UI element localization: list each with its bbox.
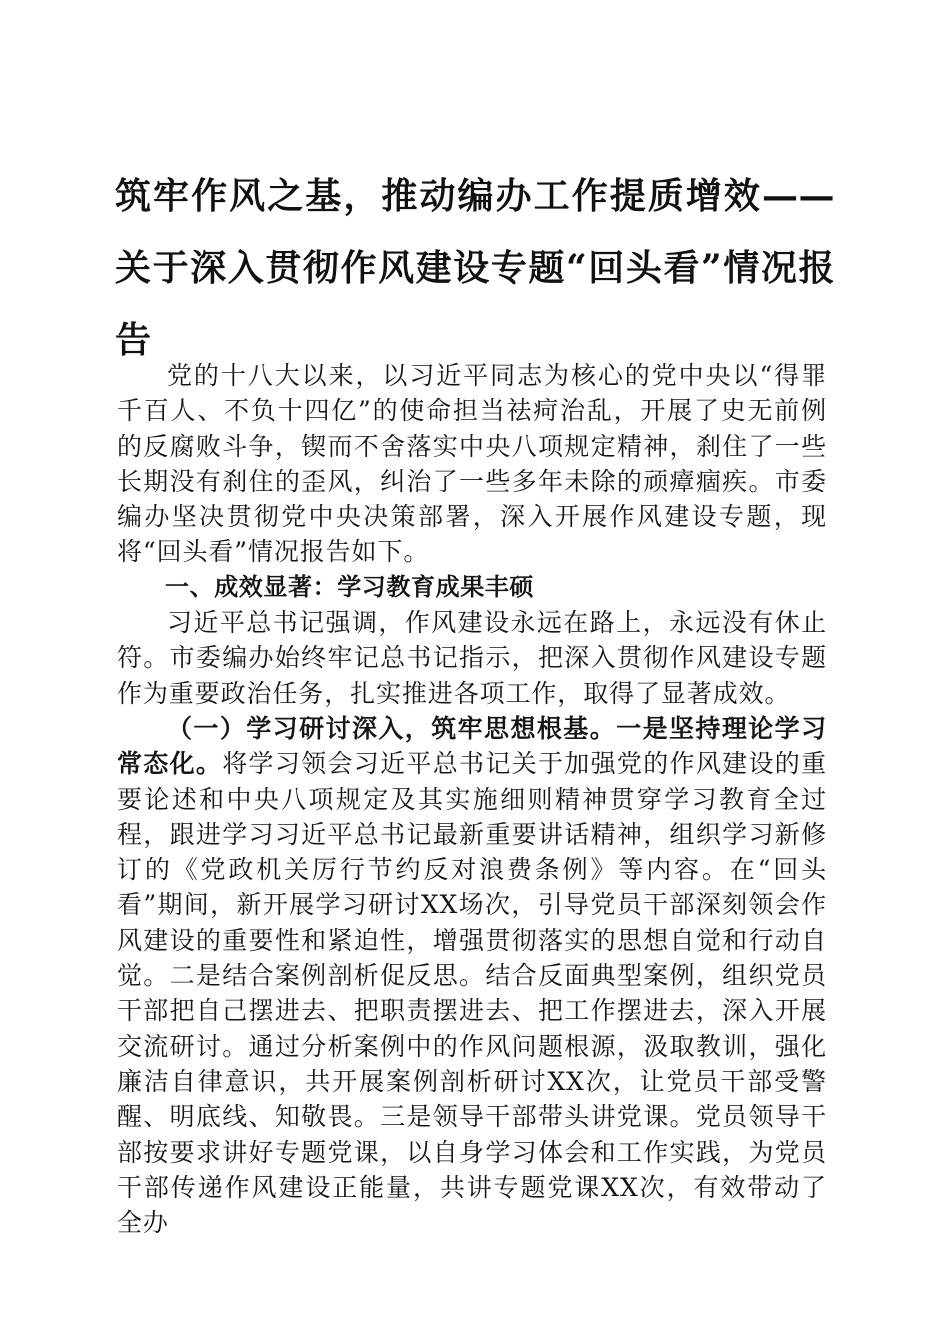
section-paragraph: 习近平总书记强调，作风建设永远在路上，永远没有休止符。市委编办始终牢记总书记指示，把深入贯彻作风建设专题作为重要政治任务，扎实推进各项工作，取得了显著成效。 xyxy=(117,608,827,708)
subsection-paragraph xyxy=(117,711,827,1240)
subsection-body: 将学习领会习近平总书记关于加强党的作风建设的重要论述和中央八项规定及其实施细则精神贯穿学习教育全过程，跟进学习习近平总书记最新重要讲话精神，组织学习新修订的《党政机关厉行节约反对浪费条例》等内容。在“回头看”期间，新开展学习研讨XX场次，引导党员干部深刻领会作风建设的重要性和紧迫性，增强贯彻落实的思想自觉和行动自觉。二是结合案例剖析促反思。结合反面典型案例，组织党员干部把自己摆进去、把职责摆进去、把工作摆进去，深入开展交流研讨。通过分析案例中的作风问题根源，汲取教训，强化廉洁自律意识，共开展案例剖析研讨XX次，让党员干部受警醒、明底线、知敬畏。三是领导干部带头讲党课。党员领导干部按要求讲好专题党课，以自身学习体会和工作实践，为党员干部传递作风建设正能量，共讲专题党课XX次，有效带动了全办 xyxy=(117,749,827,1238)
subsection-lead: （一）学习研讨深入，筑牢思想根基。一是坚持理论学习常态化。 xyxy=(117,713,827,779)
section-heading: 一、成效显著：学习教育成果丰硕 xyxy=(165,572,534,601)
document-body xyxy=(117,358,827,1240)
intro-paragraph: 党的十八大以来，以习近平同志为核心的党中央以“得罪千百人、不负十四亿”的使命担当祛疴治乱，开展了史无前例的反腐败斗争，锲而不舍落实中央八项规定精神，刹住了一些长期没有刹住的歪风，纠治了一些多年未除的顽瘴痼疾。市委编办坚决贯彻党中央决策部署，深入开展作风建设专题，现将“回头看”情况报告如下。 xyxy=(117,361,827,567)
document-title: 筑牢作风之基，推动编办工作提质增效——关于深入贯彻作风建设专题“回头看”情况报告 xyxy=(115,175,835,361)
